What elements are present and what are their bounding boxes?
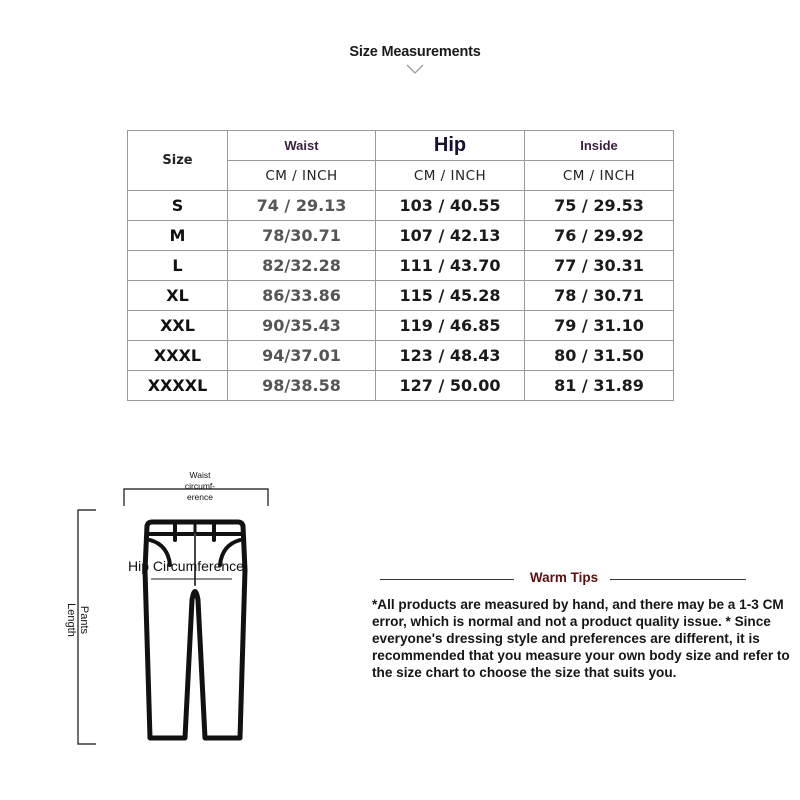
table-row bbox=[128, 221, 674, 251]
waist-cell: 78/30.71 bbox=[228, 221, 376, 251]
pants-length-label bbox=[50, 590, 90, 650]
inside-cell: 75 / 29.53 bbox=[525, 191, 674, 221]
warm-tips-title: Warm Tips bbox=[529, 570, 599, 585]
waist-cell: 94/37.01 bbox=[228, 341, 376, 371]
waist-circumference-label bbox=[170, 470, 230, 503]
waist-label-line: circumf- bbox=[184, 481, 216, 491]
hip-cell: 127 / 50.00 bbox=[376, 371, 525, 401]
inside-unit: CM / INCH bbox=[525, 161, 674, 191]
size-cell: XXXL bbox=[128, 341, 228, 371]
table-row bbox=[128, 311, 674, 341]
waist-label-line: Waist bbox=[189, 470, 211, 480]
inside-cell: 78 / 30.71 bbox=[525, 281, 674, 311]
table-row bbox=[128, 341, 674, 371]
table-row bbox=[128, 251, 674, 281]
tips-divider-left bbox=[380, 579, 514, 580]
size-table bbox=[127, 130, 674, 401]
hip-cell: 103 / 40.55 bbox=[376, 191, 525, 221]
size-cell: XL bbox=[128, 281, 228, 311]
table-row bbox=[128, 371, 674, 401]
waist-cell: 74 / 29.13 bbox=[228, 191, 376, 221]
hip-cell: 111 / 43.70 bbox=[376, 251, 525, 281]
warm-tips-body: *All products are measured by hand, and there may be a 1-3 CM error, which is normal and not a product quality issue. * Since everyone's dressing style and preferences are different, it is recommended that you measure your own body size and refer to the size chart to choose the size that suits you. bbox=[372, 597, 790, 680]
inside-cell: 79 / 31.10 bbox=[525, 311, 674, 341]
hip-column-header: Hip bbox=[376, 131, 525, 161]
waist-column-header: Waist bbox=[228, 131, 376, 161]
hip-circumference-label: Hip Circumference bbox=[128, 558, 244, 574]
chevron-down-icon bbox=[405, 62, 425, 76]
page-title: Size Measurements bbox=[349, 44, 481, 60]
inside-cell: 76 / 29.92 bbox=[525, 221, 674, 251]
tips-divider-right bbox=[610, 579, 746, 580]
table-row bbox=[128, 281, 674, 311]
waist-unit: CM / INCH bbox=[228, 161, 376, 191]
hip-unit: CM / INCH bbox=[376, 161, 525, 191]
waist-cell: 90/35.43 bbox=[228, 311, 376, 341]
hip-cell: 123 / 48.43 bbox=[376, 341, 525, 371]
length-label-line: Pants bbox=[78, 605, 90, 635]
hip-cell: 107 / 42.13 bbox=[376, 221, 525, 251]
waist-cell: 86/33.86 bbox=[228, 281, 376, 311]
table-header-row bbox=[128, 131, 674, 161]
size-cell: L bbox=[128, 251, 228, 281]
hip-cell: 115 / 45.28 bbox=[376, 281, 525, 311]
waist-label-line: erence bbox=[187, 492, 213, 502]
waist-cell: 82/32.28 bbox=[228, 251, 376, 281]
size-cell: XXL bbox=[128, 311, 228, 341]
hip-cell: 119 / 46.85 bbox=[376, 311, 525, 341]
inside-column-header: Inside bbox=[525, 131, 674, 161]
table-row bbox=[128, 191, 674, 221]
waist-cell: 98/38.58 bbox=[228, 371, 376, 401]
pants-icon bbox=[145, 522, 245, 738]
size-column-header: Size bbox=[128, 131, 228, 191]
inside-cell: 81 / 31.89 bbox=[525, 371, 674, 401]
size-cell: M bbox=[128, 221, 228, 251]
inside-cell: 80 / 31.50 bbox=[525, 341, 674, 371]
inside-cell: 77 / 30.31 bbox=[525, 251, 674, 281]
size-cell: XXXXL bbox=[128, 371, 228, 401]
length-label-line: Length bbox=[65, 603, 77, 637]
size-cell: S bbox=[128, 191, 228, 221]
